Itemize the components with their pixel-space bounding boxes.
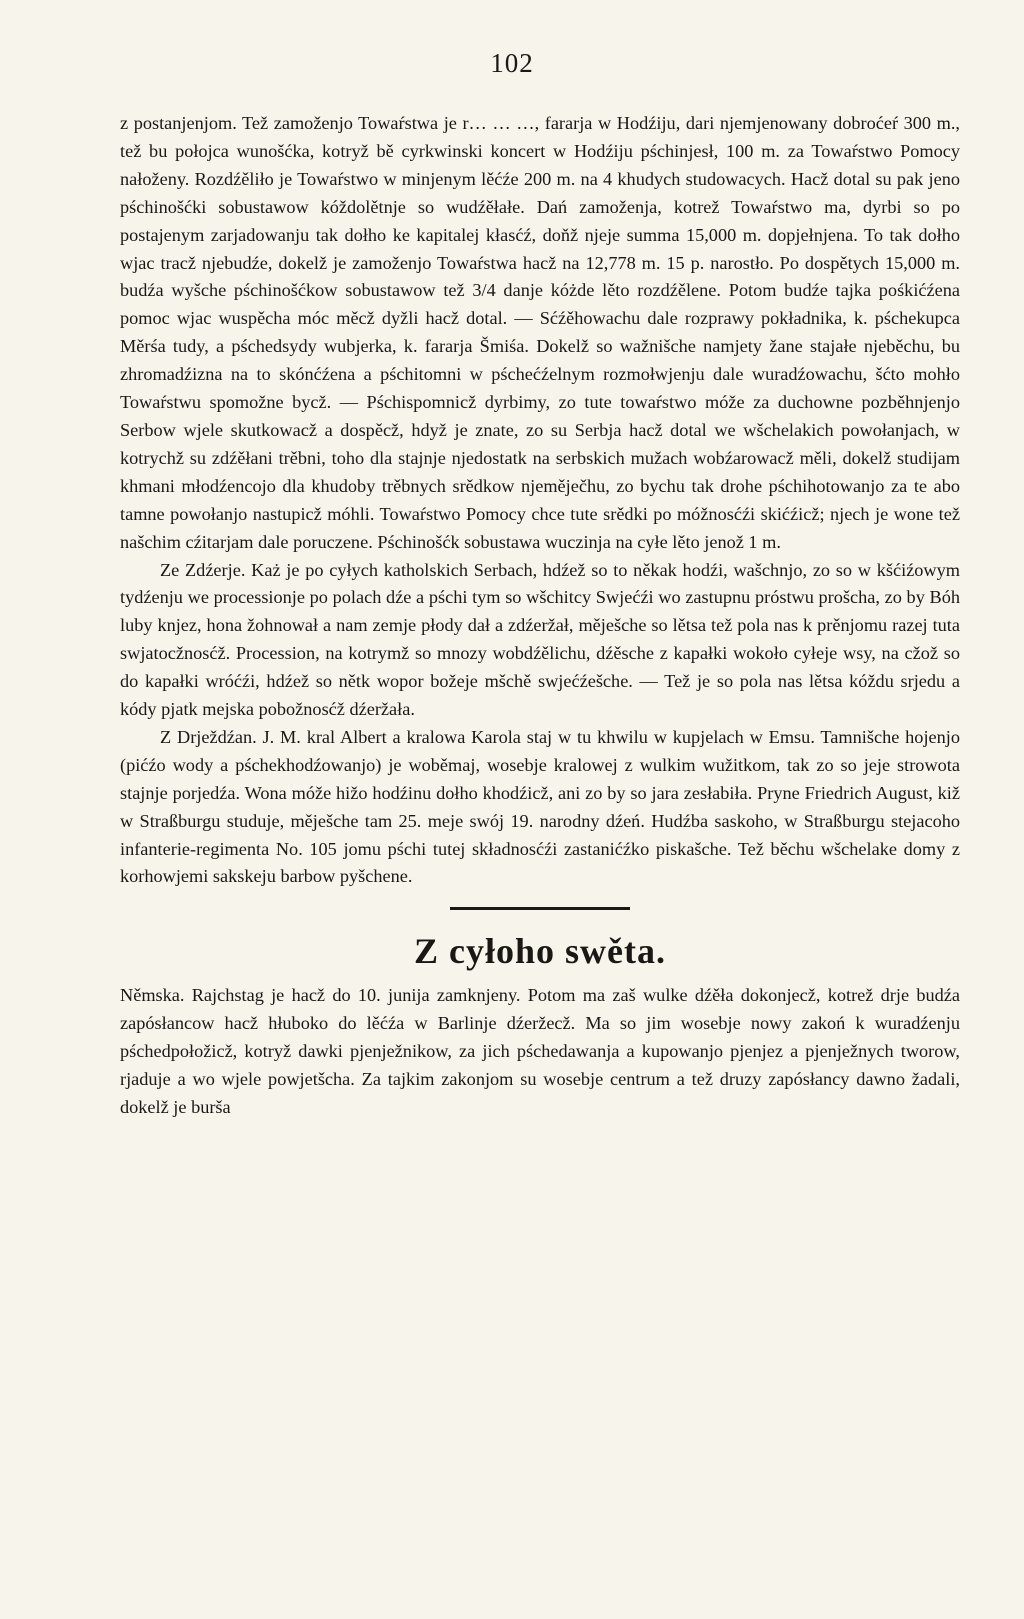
section-paragraph: Němska. Rajchstag je hacž do 10. junija zamknjeny. Potom ma zaš wulke dźěła dokonjecž, kotrež drje budźa zapósłancow hacž hłuboko do lěćźa w Barlinje dźeržecž. Ma so jim wosebje nowy zakoń k wuradźenju pśchedpołožicž, kotryž dawki pjenježnikow, za jich pśchedawanja a kupowanjo pjenjez a pjenježnych tworow, rjaduje a wo wjele powjetšcha. Za tajkim zakonjom su wosebje centrum a tež druzy zapósłancy dawno žadali, dokelž je burša — [120, 985, 960, 1117]
page-number: 102 — [490, 48, 534, 78]
text-column — [120, 110, 960, 1122]
paragraph-1: z postanjenjom. Tež zamoženjo Towaŕstwa je r… … …, fararja w Hodźiju, dari njemjenowany dobroćeŕ 300 m., tež bu połojca wunošćka, kotryž bě cyrkwinski koncert w Hodźiju pśchinjesł, 100 m. za Towaŕstwo Pomocy nałoženy. Rozdźěliło je Towaŕstwo w minjenym lěćźe 200 m. na 4 khudych studowacych. Hacž dotal su pak jeno pśchinošćki sobustawow kóždolětnje so wudźěłałe. Dań zamoženja, kotrež Towaŕstwo ma, dyrbi so po postajenym zarjadowanju tak dołho ke kapitalej kłasćź, doňž njeje summa 15,000 m. dopjełnjena. To tak dołho wjac tracž njebudźe, dokelž je zamoženjo Towaŕstwa hacž na 12,778 m. 15 p. narostło. Po dospětych 15,000 m. budźa wyšche pśchinošćkow sobustawow tež 3/4 danje kóżde lěto rozdźělene. Potom budźe tajka pośkićźena pomoc wjac wuspěcha móc měcž dyžli hacž dotal. — Sćźěhowachu dale rozprawy pokładnika, k. pśchekupca Měrśa tudy, a pśchedsydy wubjerka, k. fararja Šmiśa. Dokelž so wažnišche namjety žane stajałe njeběchu, bu zhromadźizna na to skónćźena a pśchitomni w pśchećźelnym rozmołwjenju dale wuradźowachu, šćto mohło Towaŕstwu spomožne bycž. — Pśchispomnicž dyrbimy, zo tute towaŕstwo móže za duchowne pozběhnjenjo Serbow wjele skutkowacž a dospěcž, hdyž je znate, zo su Serbja hacž dotal we wšchelakich powołanjach, w kotrychž su zdźěłani trěbni, toho dla stajnje njedostatk na serbskich mužach wobźarowacž měli, dokelž studijam khmani młodźencojo dla khudoby trěbnych srědkow njeměječhu, zo bychu tak drohe pśchihotowanjo za te abo tamne powołanjo nastupicž móhli. Towaŕstwo Pomocy chce tute srědki po móžnosćźi skićźicž; njech je wone tež našchim cźitarjam dale poruczene. Pśchinošćk sobustawa wuczinja na cyłe lěto jenož 1 m. — [120, 113, 960, 552]
section-divider — [450, 907, 630, 910]
paragraph-2: Ze Zdźerje. Każ je po cyłych katholskich Serbach, hdźež so to někak hodźi, wašchnjo, zo so w kšćiźowym tydźenju we processionje po polach dźe a pśchi tym so wšchitcy Swjećźi wo zastupnu próstwu prošcha, zo by Bóh luby knjez, hona žohnował a nam zemje płody dał a zdźeržał, měješche so lětsa tež pola nas k prěnjomu razej tuta swjatocžnosćž. Procession, na kotrymž so mnozy wobdźělichu, dźěsche z kapałki wokoło cyłeje wsy, na cžož so do kapałki wróćźi, hdźež so nětk wopor božeje mšchě swjećźešche. — Tež je so pola nas lětsa kóždu srjedu a kódy pjatk mejska pobožnosćž dźeržała. — [120, 559, 960, 720]
section-title: Z cyłoho swěta. — [414, 931, 666, 972]
paragraph-3: Z Drježdźan. J. M. kral Albert a kralowa Karola staj w tu khwilu w kupjelach w Emsu. Tamnišche hojenjo (pićźo wody a pśchekhodźowanjo) je woběmaj, wosebje kralowej z wulkim wužitkom, tak zo so jeje strowota stajnje porjedźa. Wona móže hižo hodźinu dołho khodźicž, ani zo by so jara zesłabiła. Pryne Friedrich August, kiž w Straßburgu studuje, měješche tam 25. meje swój 19. narodny dźeń. Hudźba saskoho, w Straßburgu stejacoho infanterie-regimenta No. 105 jomu pśchi tutej składnosćźi zastanićźko piskašche. Tež běchu wšchelake domy z korhowjemi sakskeju barbow pyšchene. — [120, 726, 960, 887]
